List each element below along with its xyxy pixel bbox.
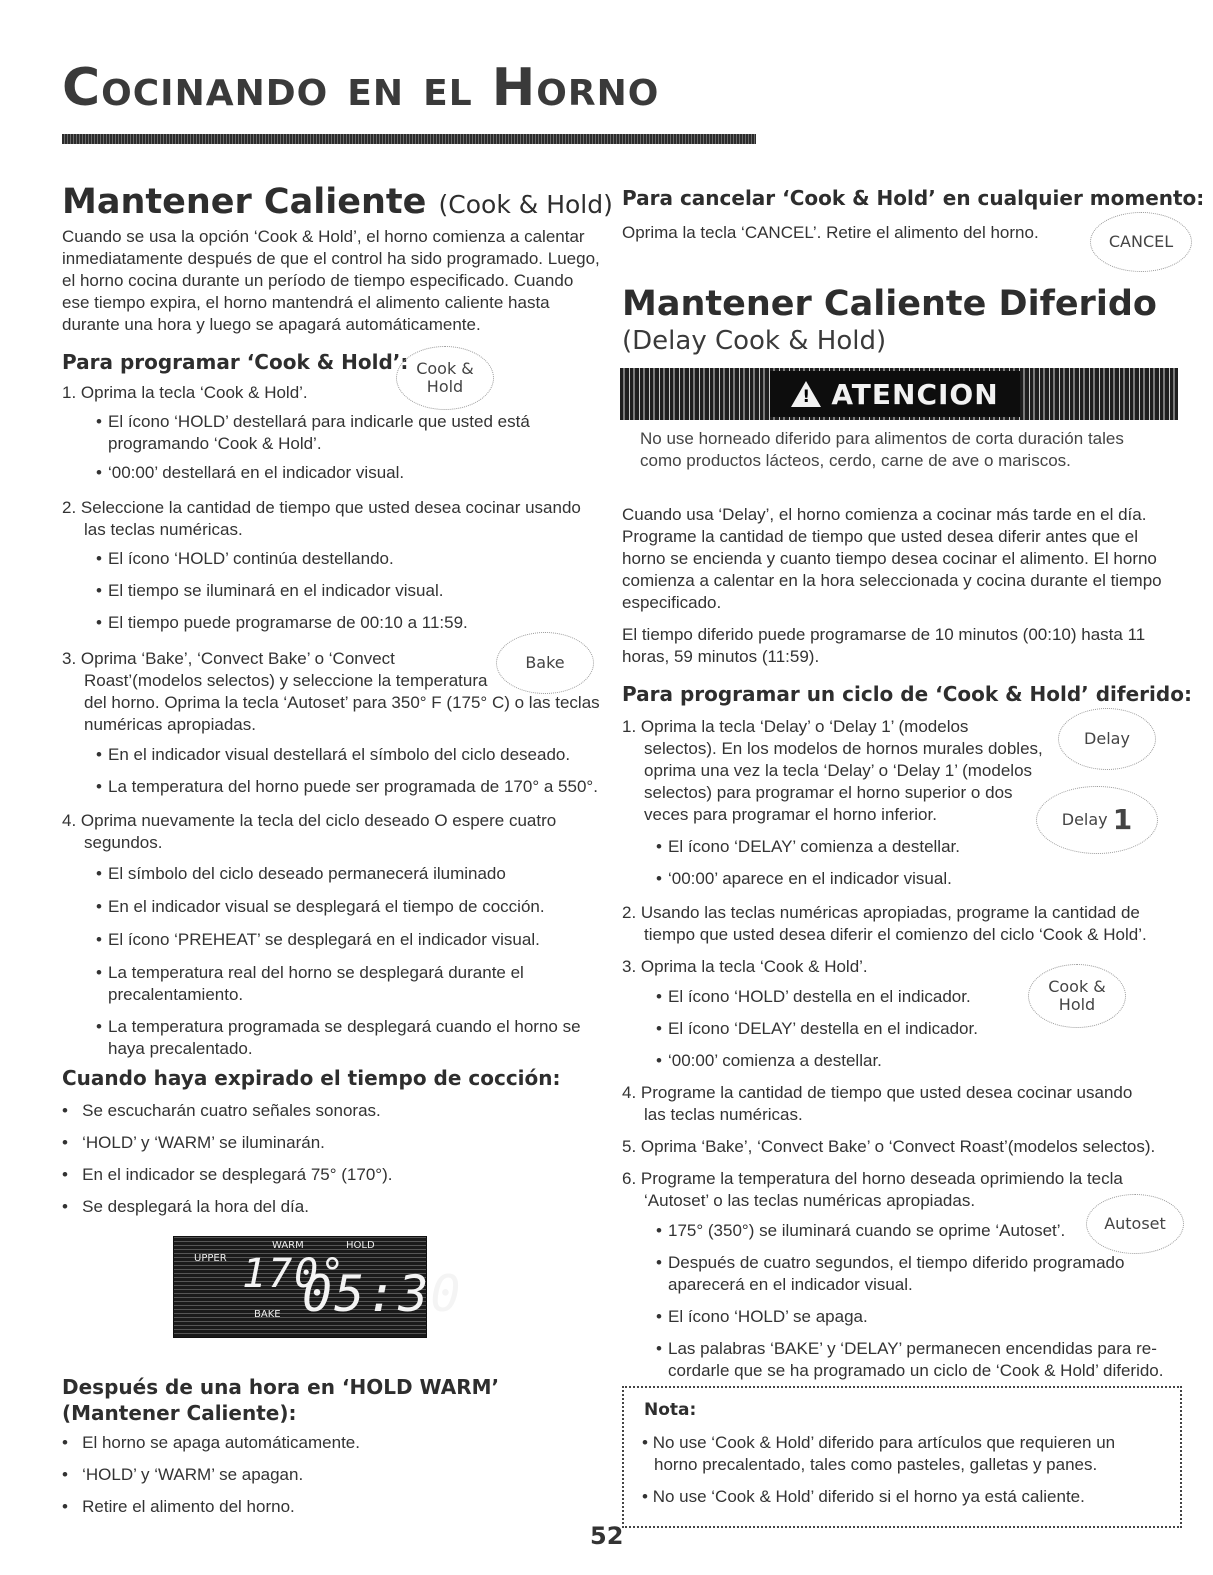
display-time: 05:30 [302, 1265, 463, 1323]
intro-line: ese tiempo expira, el horno mantendrá el alimento caliente hasta [62, 293, 550, 312]
step-4: 4. Oprima nuevamente la tecla del ciclo deseado O espere cuatro [62, 811, 557, 830]
delay-steps [622, 716, 1182, 1386]
delay-step-6-bullet-cont: aparecerá en el indicador visual. [668, 1275, 913, 1294]
delay-step-3-bullet: • El ícono ‘DELAY’ destella en el indicador. [668, 1018, 978, 1040]
section-heading-delay-sub: (Delay Cook & Hold) [622, 326, 887, 356]
warning-label-text: ATENCION [831, 377, 999, 411]
display-upper: UPPER [194, 1253, 227, 1264]
delay-step-1-cont: selectos) para programar el horno superior o dos [644, 783, 1013, 802]
step-2-bullet: • El tiempo se iluminará en el indicador visual. [108, 580, 443, 602]
list-item: • Retire el alimento del horno. [62, 1497, 295, 1516]
step-3-bullet: • La temperatura del horno puede ser programada de 170° a 550°. [108, 776, 598, 798]
step-1: 1. Oprima la tecla ‘Cook & Hold’. [62, 383, 308, 402]
step-4-cont: segundos. [84, 833, 163, 852]
delay-step-6-bullet-cont: cordarle que se ha programado un ciclo de ‘Cook & Hold’ diferido. [668, 1361, 1164, 1380]
expired-list [62, 1100, 602, 1230]
display-temp: 170° [242, 1251, 347, 1297]
warning-icon: ! [791, 381, 821, 407]
page-title: Cocinando en el Horno [62, 58, 660, 118]
step-2: 2. Seleccione la cantidad de tiempo que usted desea cocinar usando [62, 498, 581, 517]
step-4-bullet: • La temperatura programada se desplegará cuando el horno se [108, 1016, 581, 1038]
bake-key-icon: Bake [496, 632, 594, 694]
delay-step-1-cont: veces para programar el horno inferior. [644, 805, 937, 824]
step-4-bullet-cont: haya precalentado. [108, 1039, 253, 1058]
intro-line: El tiempo diferido puede programarse de 10 minutos (00:10) hasta 11 [622, 625, 1146, 644]
delay-step-6-bullet: • Después de cuatro segundos, el tiempo diferido programado [668, 1252, 1124, 1274]
delay-step-1-bullet: • El ícono ‘DELAY’ comienza a destellar. [668, 836, 960, 858]
intro-line: especificado. [622, 593, 722, 612]
intro-line: Cuando se usa la opción ‘Cook & Hold’, el horno comienza a calentar [62, 227, 585, 246]
page-number: 52 [590, 1522, 624, 1550]
after-list [62, 1432, 602, 1532]
note-heading: Nota: [644, 1400, 697, 1420]
step-4-bullet: • El ícono ‘PREHEAT’ se desplegará en el indicador visual. [108, 929, 540, 951]
cook-hold-key-icon-right: Cook & Hold [1028, 964, 1126, 1028]
delay-step-1-bullet: • ‘00:00’ aparece en el indicador visual. [668, 868, 952, 890]
program-heading: Para programar ‘Cook & Hold’: [62, 350, 409, 374]
step-1-bullet: • El ícono ‘HOLD’ destellará para indicarle que usted está [108, 411, 530, 433]
list-item: • Se desplegará la hora del día. [62, 1197, 309, 1216]
autoset-key-icon: Autoset [1086, 1194, 1184, 1254]
delay-step-3-bullet: • El ícono ‘HOLD’ destella en el indicador. [668, 986, 971, 1008]
section-heading-cook-hold [62, 182, 613, 222]
delay-step-5: 5. Oprima ‘Bake’, ‘Convect Bake’ o ‘Convect Roast’(modelos selectos). [622, 1137, 1156, 1156]
delay-program-heading: Para programar un ciclo de ‘Cook & Hold’ diferido: [622, 682, 1192, 706]
step-4-bullet: • La temperatura real del horno se desplegará durante el [108, 962, 524, 984]
step-1-bullet: • ‘00:00’ destellará en el indicador visual. [108, 462, 404, 484]
note-bullet: • No use ‘Cook & Hold’ diferido si el horno ya está caliente. [642, 1487, 1085, 1506]
delay-step-3: 3. Oprima la tecla ‘Cook & Hold’. [622, 957, 868, 976]
delay-step-6-cont: ‘Autoset’ o las teclas numéricas apropiadas. [644, 1191, 976, 1210]
intro-line: Cuando usa ‘Delay’, el horno comienza a cocinar más tarde en el día. [622, 505, 1147, 524]
note-box [622, 1386, 1182, 1528]
display-warm: WARM [272, 1240, 304, 1251]
warning-label [770, 371, 1020, 417]
warning-line: No use horneado diferido para alimentos de corta duración tales [640, 429, 1124, 448]
delay-intro [622, 504, 1182, 668]
step-4-bullet: • El símbolo del ciclo deseado permanecerá iluminado [108, 863, 506, 885]
section-heading-sub: (Cook & Hold) [438, 190, 613, 219]
delay-step-3-bullet: • ‘00:00’ comienza a destellar. [668, 1050, 882, 1072]
oven-display-panel [173, 1236, 463, 1338]
title-rule [62, 134, 756, 144]
intro-line: el horno cocina durante un período de tiempo especificado. Cuando [62, 271, 574, 290]
list-item: • En el indicador se desplegará 75° (170°). [62, 1165, 393, 1184]
intro-line: durante una hora y luego se apagará automáticamente. [62, 315, 481, 334]
cancel-key-icon: CANCEL [1090, 212, 1192, 272]
cancel-heading: Para cancelar ‘Cook & Hold’ en cualquier momento: [622, 186, 1205, 210]
cook-hold-intro [62, 226, 602, 336]
delay-key-icon: Delay [1058, 708, 1156, 770]
step-2-bullet: • El tiempo puede programarse de 00:10 a 11:59. [108, 612, 468, 634]
list-item: • ‘HOLD’ y ‘WARM’ se apagan. [62, 1465, 304, 1484]
display-hold: HOLD [346, 1240, 375, 1251]
note-body [642, 1432, 1162, 1522]
delay-step-1-cont: oprima una vez la tecla ‘Delay’ o ‘Delay 1’ (modelos [644, 761, 1033, 780]
delay-step-2: 2. Usando las teclas numéricas apropiadas, programe la cantidad de [622, 903, 1140, 922]
step-2-bullet: • El ícono ‘HOLD’ continúa destellando. [108, 548, 394, 570]
list-item: • El horno se apaga automáticamente. [62, 1433, 360, 1452]
step-3-bullet: • En el indicador visual destellará el símbolo del ciclo deseado. [108, 744, 570, 766]
display-bake: BAKE [254, 1309, 281, 1320]
delay1-key-icon: Delay 1 [1036, 786, 1158, 854]
delay-step-6-bullet: • 175° (350°) se iluminará cuando se oprime ‘Autoset’. [668, 1220, 1065, 1242]
intro-line: inmediatamente después de que el control ha sido programado. Luego, [62, 249, 600, 268]
list-item: • Se escucharán cuatro señales sonoras. [62, 1101, 381, 1120]
step-2-cont: las teclas numéricas. [84, 520, 243, 539]
step-3: 3. Oprima ‘Bake’, ‘Convect Bake’ o ‘Convect [62, 649, 395, 668]
warning-text [640, 428, 1160, 472]
after-heading [62, 1374, 499, 1426]
step-4-bullet-cont: precalentamiento. [108, 985, 244, 1004]
section-heading-delay: Mantener Caliente Diferido [622, 284, 1157, 324]
expired-heading: Cuando haya expirado el tiempo de cocción: [62, 1066, 561, 1090]
warning-line: como productos lácteos, cerdo, carne de ave o mariscos. [640, 451, 1071, 470]
intro-line: Programe la cantidad de tiempo que usted desea diferir antes que el [622, 527, 1138, 546]
delay-step-4-cont: las teclas numéricas. [644, 1105, 803, 1124]
intro-line: horno se encienda y cuanto tiempo desea cocinar el alimento. El horno [622, 549, 1157, 568]
note-bullet-cont: horno precalentado, tales como pasteles, galletas y panes. [654, 1455, 1098, 1474]
step-1-bullet-cont: programando ‘Cook & Hold’. [108, 434, 322, 453]
delay-step-6-bullet: • Las palabras ‘BAKE’ y ‘DELAY’ permanecen encendidas para re- [668, 1338, 1157, 1360]
cook-hold-key-icon: Cook & Hold [396, 346, 494, 410]
step-3-cont: numéricas apropiadas. [84, 715, 256, 734]
intro-line: horas, 59 minutos (11:59). [622, 647, 820, 666]
list-item: • ‘HOLD’ y ‘WARM’ se iluminarán. [62, 1133, 325, 1152]
intro-line: comienza a calentar en la hora seleccionada y cocina durante el tiempo [622, 571, 1162, 590]
delay-step-1: 1. Oprima la tecla ‘Delay’ o ‘Delay 1’ (modelos [622, 717, 969, 736]
step-3-cont: Roast’(modelos selectos) y seleccione la temperatura [84, 671, 488, 690]
note-bullet: • No use ‘Cook & Hold’ diferido para artículos que requieren un [642, 1433, 1116, 1452]
step-3-cont: del horno. Oprima la tecla ‘Autoset’ para 350° F (175° C) o las teclas [84, 693, 600, 712]
delay-step-6-bullet: • El ícono ‘HOLD’ se apaga. [668, 1306, 868, 1328]
delay-step-6: 6. Programe la temperatura del horno deseada oprimiendo la tecla [622, 1169, 1123, 1188]
section-heading-text: Mantener Caliente [62, 182, 427, 222]
after-heading-line: (Mantener Caliente): [62, 1401, 297, 1425]
delay-step-2-cont: tiempo que usted desea diferir el comienzo del ciclo ‘Cook & Hold’. [644, 925, 1147, 944]
delay-step-1-cont: selectos). En los modelos de hornos murales dobles, [644, 739, 1043, 758]
after-heading-line: Después de una hora en ‘HOLD WARM’ [62, 1375, 500, 1399]
cancel-text: Oprima la tecla ‘CANCEL’. Retire el alimento del horno. [622, 223, 1039, 242]
program-steps [62, 382, 602, 1082]
step-4-bullet: • En el indicador visual se desplegará el tiempo de cocción. [108, 896, 545, 918]
delay-step-4: 4. Programe la cantidad de tiempo que usted desea cocinar usando [622, 1083, 1133, 1102]
